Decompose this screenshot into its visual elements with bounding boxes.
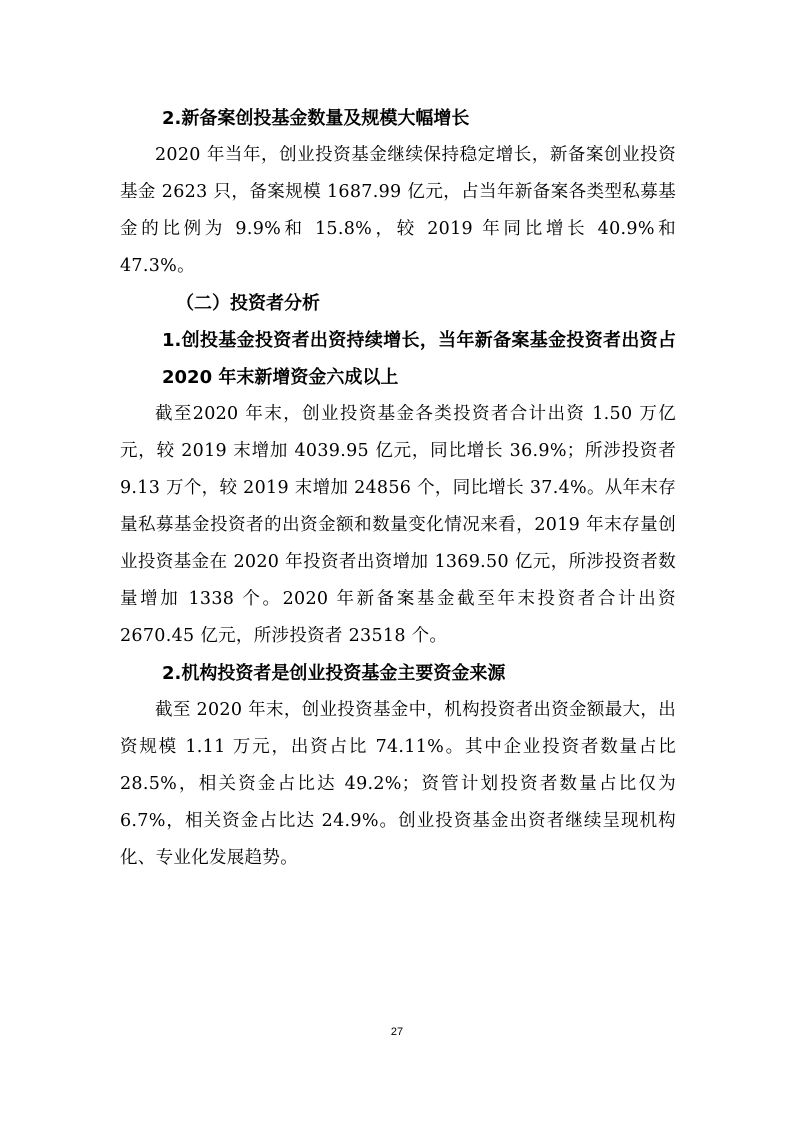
document-body (120, 100, 676, 877)
heading-investor-contribution-growth: 1.创投基金投资者出资持续增长，当年新备案基金投资者出资占 2020 年末新增资金六成以上 (162, 330, 676, 388)
paragraph-institutional-investors: 截至 2020 年末，创业投资基金中，机构投资者出资金额最大，出资规模 1.11 万元，出资占比 74.11%。其中企业投资者数量占比 28.5%，相关资金占比达 49.2%；资管计划投资者数量占比仅为 6.7%，相关资金占比达 24.9%。创业投资基金出资者继续呈现机构化、专业化发展趋势。 (120, 700, 676, 868)
section-heading-investor-analysis: （二）投资者分析 (176, 293, 320, 314)
heading-institutional-investors: 2.机构投资者是创业投资基金主要资金来源 (162, 663, 506, 684)
paragraph-investor-contribution: 截至2020 年末，创业投资基金各类投资者合计出资 1.50 万亿元，较 2019 末增加 4039.95 亿元，同比增长 36.9%；所涉投资者 9.13 万个，较 2019 末增加 24856 个，同比增长 37.4%。从年末存量私募基金投资者的出资金额和数量变化情况来看，2019 年末存量创业投资基金在 2020 年投资者出资增加 1369.50 亿元，所涉投资者数量增加 1338 个。2020 年新备案基金截至年末投资者合计出资 2670.45 亿元，所涉投资者 23518 个。 (120, 404, 676, 646)
paragraph-new-funds: 2020 年当年，创业投资基金继续保持稳定增长，新备案创业投资基金 2623 只，备案规模 1687.99 亿元，占当年新备案各类型私募基金的比例为 9.9%和 15.8%，较 2019 年同比增长 40.9%和 47.3%。 (120, 145, 676, 276)
page-number: 27 (390, 1026, 404, 1038)
heading-new-funds-growth: 2.新备案创投基金数量及规模大幅增长 (162, 108, 470, 129)
